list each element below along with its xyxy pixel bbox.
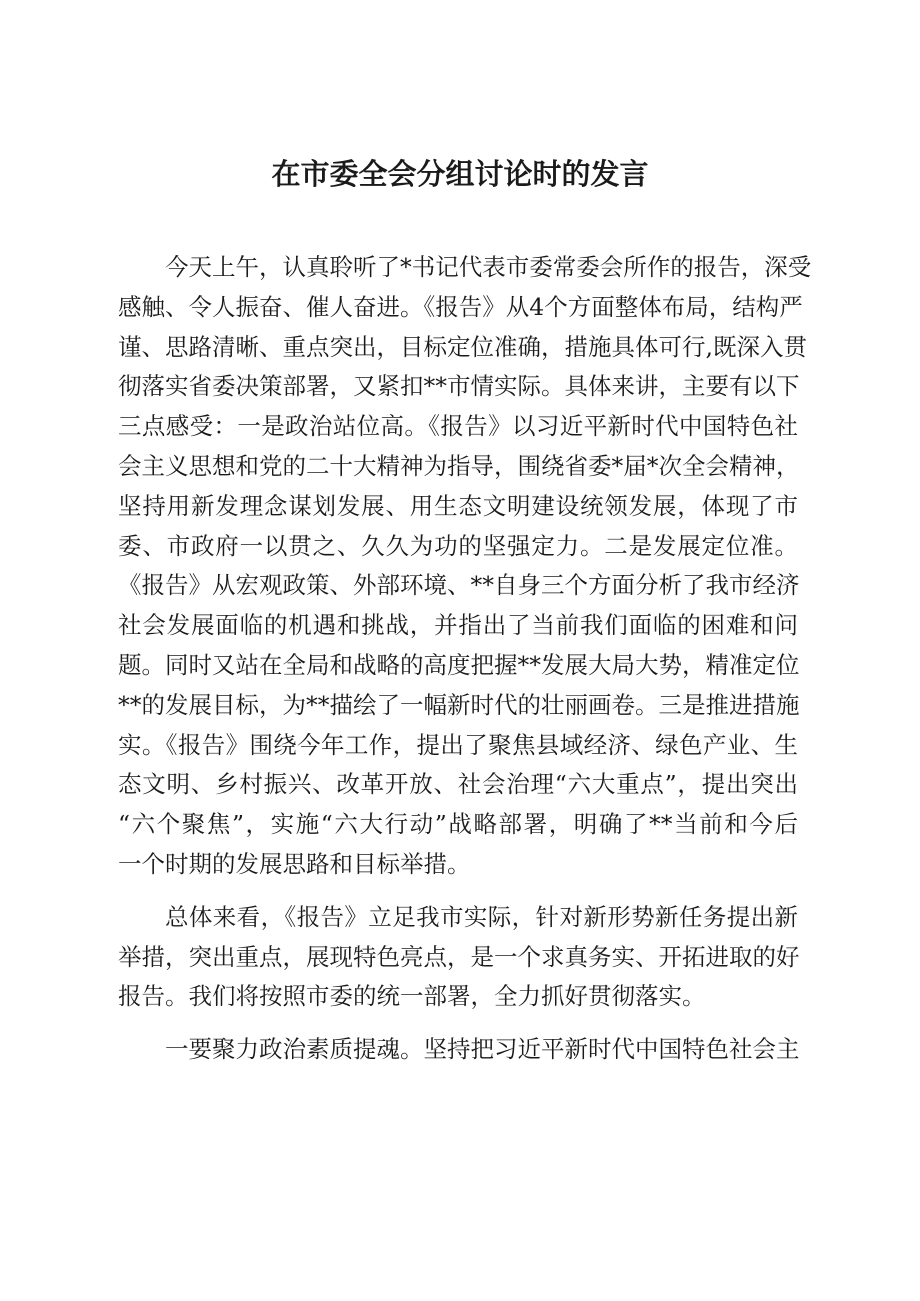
paragraph-line: 一要聚力政治素质提魂。坚持把习近平新时代中国特色社会主 — [165, 1035, 800, 1064]
paragraph-3 — [118, 1030, 798, 1070]
paragraph-line: 总体来看，《报告》立足我市实际，针对新形势新任务提出新 — [165, 902, 798, 931]
paragraph-1 — [118, 248, 812, 885]
paragraph-line: 题。同时又站在全局和战略的高度把握**发展大局大势，精准定位 — [118, 650, 800, 679]
paragraph-line: 三点感受：一是政治站位高。《报告》以习近平新时代中国特色社 — [118, 412, 798, 441]
paragraph-line: 谨、思路清晰、重点突出，目标定位准确，措施具体可行,既深入贯 — [118, 332, 807, 361]
paragraph-line: 委、市政府一以贯之、久久为功的坚强定力。二是发展定位准。 — [118, 531, 798, 560]
paragraph-line: 会主义思想和党的二十大精神为指导，围绕省委*届*次全会精神， — [118, 451, 800, 480]
paragraph-line: 感触、令人振奋、催人奋进。《报告》从4个方面整体布局，结构严 — [118, 292, 803, 321]
paragraph-gap — [118, 885, 798, 898]
paragraph-line: 一个时期的发展思路和目标举措。 — [118, 849, 471, 878]
paragraph-line: 彻落实省委决策部署，又紧扣**市情实际。具体来讲，主要有以下 — [118, 372, 800, 401]
document-title: 在市委全会分组讨论时的发言 — [271, 157, 649, 191]
paragraph-line: 举措，突出重点，展现特色亮点，是一个求真务实、开拓进取的好 — [118, 942, 800, 971]
paragraph-line: 《报告》从宏观政策、外部环境、**自身三个方面分析了我市经济 — [118, 571, 800, 600]
document-body — [118, 248, 812, 1070]
paragraph-2 — [118, 898, 798, 1017]
paragraph-line: 今天上午，认真聆听了*书记代表市委常委会所作的报告，深受 — [165, 253, 812, 281]
paragraph-line: 坚持用新发理念谋划发展、用生态文明建设统领发展，体现了市 — [118, 491, 798, 520]
paragraph-line: “六个聚焦”，实施“六大行动”战略部署，明确了**当前和今后 — [118, 810, 798, 839]
paragraph-line: 报告。我们将按照市委的统一部署，全力抓好贯彻落实。 — [118, 982, 706, 1011]
paragraph-line: **的发展目标，为**描绘了一幅新时代的壮丽画卷。三是推进措施 — [118, 690, 800, 719]
paragraph-line: 态文明、乡村振兴、改革开放、社会治理“六大重点”，提出突出 — [118, 770, 798, 799]
paragraph-line: 实。《报告》围绕今年工作，提出了聚焦县域经济、绿色产业、生 — [118, 730, 798, 759]
paragraph-line: 社会发展面临的机遇和挑战，并指出了当前我们面临的困难和问 — [118, 611, 798, 640]
paragraph-gap — [118, 1017, 798, 1030]
